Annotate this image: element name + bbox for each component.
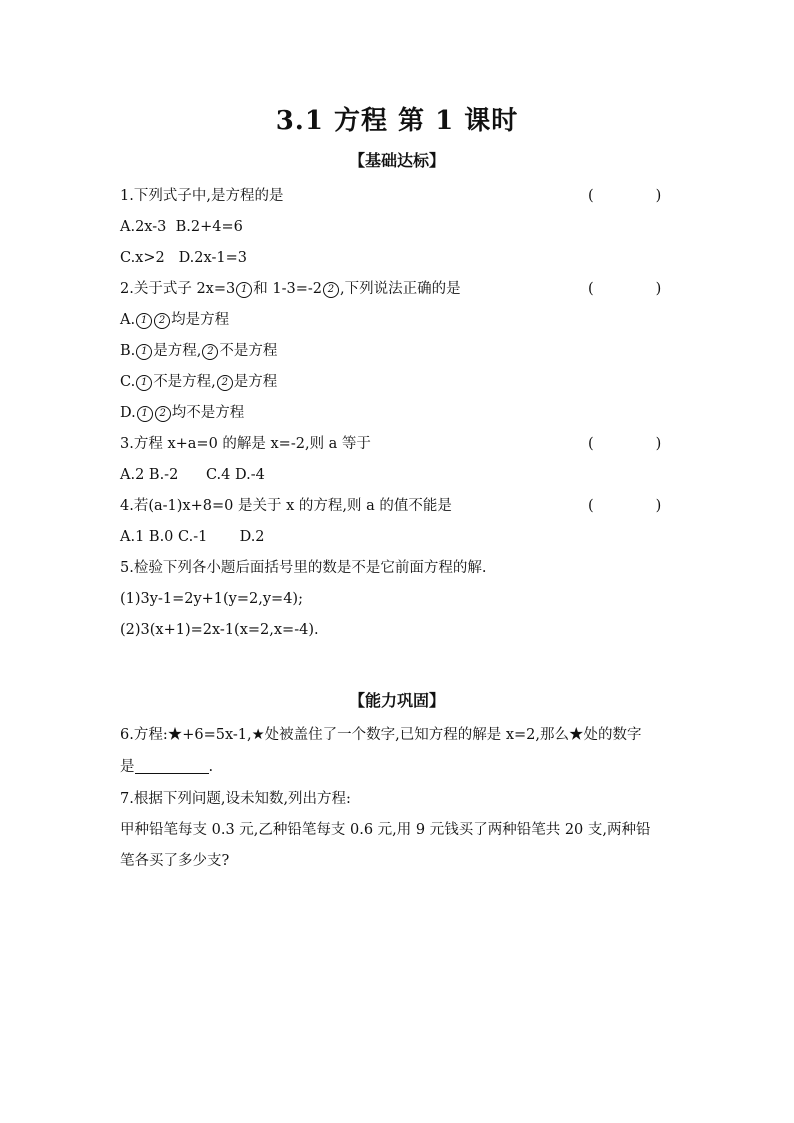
q3-answer-bracket — [588, 434, 661, 454]
bracket-open: ( — [588, 436, 594, 452]
q3-options — [120, 465, 265, 485]
q4-stem: 4.若(a-1)x+8=0 是关于 x 的方程,则 a 的值不能是 — [120, 498, 452, 514]
q2-option-a-text: 均是方程 — [171, 312, 230, 328]
q6-answer-blank[interactable] — [135, 759, 209, 774]
q3-options-ab: A.2 B.-2 — [120, 467, 179, 483]
q2-option-a — [120, 310, 229, 330]
q2-option-b-text: 不是方程 — [219, 343, 278, 359]
bracket-close: ) — [655, 188, 662, 204]
q7-line2: 笔各买了多少支? — [120, 853, 230, 869]
q4-option-d: D.2 — [239, 529, 265, 545]
q3-stem: 3.方程 x+a=0 的解是 x=-2,则 a 等于 — [120, 436, 371, 452]
circled-one-icon: 1 — [136, 375, 152, 391]
circled-two-icon: 2 — [155, 406, 171, 422]
q2-option-b — [120, 341, 277, 361]
q7-line1: 甲种铅笔每支 0.3 元,乙种铅笔每支 0.6 元,用 9 元钱买了两种铅笔共 20 支,两种铅 — [120, 822, 651, 838]
q4-answer-bracket — [588, 496, 661, 516]
bracket-close: ) — [655, 498, 662, 514]
circled-one-icon: 1 — [137, 406, 153, 422]
bracket-open: ( — [588, 281, 594, 297]
q5-stem: 5.检验下列各小题后面括号里的数是不是它前面方程的解. — [120, 560, 487, 576]
circled-one-icon: 1 — [136, 313, 152, 329]
q4-options — [120, 527, 265, 547]
q1-stem: 1.下列式子中,是方程的是 — [120, 188, 284, 204]
q2-stem-part-c: ,下列说法正确的是 — [339, 281, 461, 297]
q5-sub2: (2)3(x+1)=2x-1(x=2,x=-4). — [120, 622, 319, 638]
q2-option-b-label: B. — [120, 343, 136, 359]
q2-answer-bracket — [588, 279, 661, 299]
section-basic: 【基础达标】 — [348, 151, 445, 170]
q1-answer-bracket — [588, 186, 661, 206]
q2-stem-part-a: 2.关于式子 2x=3 — [120, 281, 236, 297]
bracket-close: ) — [655, 281, 662, 297]
q1-options-cd — [120, 248, 247, 268]
q1-option-b: B.2+4=6 — [175, 219, 243, 235]
q1-options-ab — [120, 217, 243, 237]
q1-option-a: A.2x-3 — [120, 219, 167, 235]
q1-option-c: C.x>2 — [120, 250, 165, 266]
bracket-close: ) — [655, 436, 662, 452]
q2-option-d — [120, 403, 244, 423]
q3-options-cd: C.4 D.-4 — [205, 467, 265, 483]
q2-stem-part-b: 和 1-3=-2 — [253, 281, 322, 297]
q6-suffix: . — [208, 759, 214, 775]
q2-option-b-mid: 是方程, — [153, 343, 202, 359]
q2-option-c-label: C. — [120, 374, 136, 390]
q4-options-abc: A.1 B.0 C.-1 — [120, 529, 208, 545]
q2-option-c-mid: 不是方程, — [153, 374, 216, 390]
circled-two-icon: 2 — [323, 282, 339, 298]
q6-line2 — [120, 757, 213, 777]
q2-option-d-text: 均不是方程 — [171, 405, 245, 421]
circled-one-icon: 1 — [136, 344, 152, 360]
page-title: 3.1 方程 第 1 课时 — [275, 106, 519, 136]
q2-option-a-label: A. — [120, 312, 136, 328]
q2-stem — [120, 279, 461, 299]
q6-prefix: 是 — [120, 759, 135, 775]
bracket-open: ( — [588, 498, 594, 514]
q6-line1: 6.方程:★+6=5x-1,★处被盖住了一个数字,已知方程的解是 x=2,那么★处的数字 — [120, 727, 642, 743]
bracket-open: ( — [588, 188, 594, 204]
circled-one-icon: 1 — [236, 282, 252, 298]
q2-option-c — [120, 372, 277, 392]
circled-two-icon: 2 — [202, 344, 218, 360]
circled-two-icon: 2 — [154, 313, 170, 329]
q1-option-d: D.2x-1=3 — [178, 250, 247, 266]
q7-stem: 7.根据下列问题,设未知数,列出方程: — [120, 791, 351, 807]
q2-option-c-text: 是方程 — [233, 374, 278, 390]
section-ability: 【能力巩固】 — [348, 691, 445, 710]
circled-two-icon: 2 — [217, 375, 233, 391]
q5-sub1: (1)3y-1=2y+1(y=2,y=4); — [120, 591, 303, 607]
q2-option-d-label: D. — [120, 405, 136, 421]
